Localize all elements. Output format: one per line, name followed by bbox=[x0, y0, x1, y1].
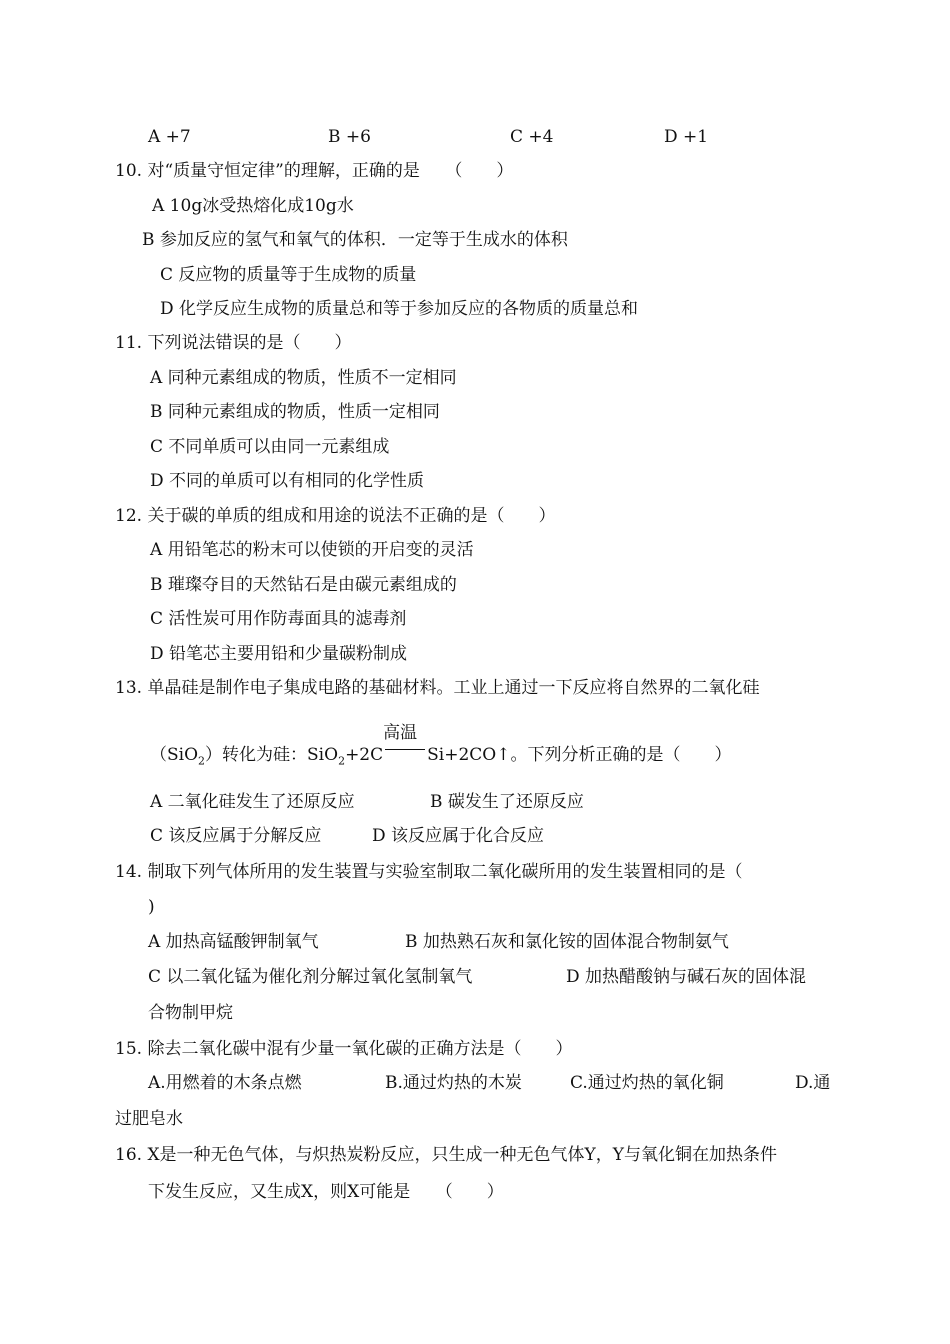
q13-stem2-sub2: 2 bbox=[338, 754, 346, 768]
q15-option-b: B.通过灼热的木炭 bbox=[385, 1073, 522, 1093]
q10-stem: 10. 对“质量守恒定律”的理解，正确的是 （ ） bbox=[115, 161, 514, 181]
q13-stem2-sub: 2 bbox=[198, 754, 206, 768]
q13-stem2-post: Si+2CO↑。下列分析正确的是（ ） bbox=[427, 745, 732, 765]
q13-stem2-mid: ）转化为硅：SiO bbox=[205, 745, 339, 765]
q12-option-b: B 璀璨夺目的天然钻石是由碳元素组成的 bbox=[150, 575, 457, 595]
q10-option-c: C 反应物的质量等于生成物的质量 bbox=[160, 265, 417, 285]
q11-option-d: D 不同的单质可以有相同的化学性质 bbox=[150, 471, 425, 491]
q12-option-d: D 铅笔芯主要用铅和少量碳粉制成 bbox=[150, 644, 408, 664]
q11-stem: 11. 下列说法错误的是（ ） bbox=[115, 333, 352, 353]
reaction-condition-text: 高温 bbox=[383, 723, 418, 743]
q9-option-a: A +7 bbox=[148, 127, 191, 147]
reaction-condition bbox=[383, 723, 427, 766]
q11-option-c: C 不同单质可以由同一元素组成 bbox=[150, 437, 390, 457]
q14-option-b: B 加热熟石灰和氯化铵的固体混合物制氨气 bbox=[405, 932, 729, 952]
q16-stem-line2: 下发生反应，又生成X，则X可能是 （ ） bbox=[148, 1182, 504, 1202]
q15-option-c: C.通过灼热的氧化铜 bbox=[570, 1073, 724, 1093]
q14-option-d: D 加热醋酸钠与碱石灰的固体混 bbox=[566, 967, 807, 987]
q13-stem2-react: +2C bbox=[345, 745, 384, 765]
q15-option-d: D.通 bbox=[795, 1073, 831, 1093]
q14-stem-line1: 14. 制取下列气体所用的发生装置与实验室制取二氧化碳所用的发生装置相同的是（ bbox=[115, 862, 743, 882]
q13-option-c: C 该反应属于分解反应 bbox=[150, 826, 322, 846]
q12-option-c: C 活性炭可用作防毒面具的滤毒剂 bbox=[150, 609, 407, 629]
q16-stem-line1: 16. X是一种无色气体，与炽热炭粉反应，只生成一种无色气体Y，Y与氧化铜在加热条件 bbox=[115, 1145, 777, 1165]
q9-option-c: C +4 bbox=[510, 127, 554, 147]
q9-option-b: B +6 bbox=[328, 127, 371, 147]
q14-option-d-cont: 合物制甲烷 bbox=[148, 1003, 233, 1023]
q11-option-a: A 同种元素组成的物质，性质不一定相同 bbox=[150, 368, 457, 388]
q9-option-d: D +1 bbox=[664, 127, 709, 147]
q14-stem-line2: ) bbox=[148, 897, 155, 917]
q13-stem-line1: 13. 单晶硅是制作电子集成电路的基础材料。工业上通过一下反应将自然界的二氧化硅 bbox=[115, 678, 760, 698]
q14-option-a: A 加热高锰酸钾制氧气 bbox=[148, 932, 319, 952]
q13-option-b: B 碳发生了还原反应 bbox=[430, 792, 584, 812]
q13-option-a: A 二氧化硅发生了还原反应 bbox=[150, 792, 355, 812]
q10-option-a: A 10g冰受热熔化成10g水 bbox=[152, 196, 354, 216]
q12-option-a: A 用铅笔芯的粉末可以使锁的开启变的灵活 bbox=[150, 540, 474, 560]
reaction-arrow-bar bbox=[385, 749, 425, 750]
q10-option-b: B 参加反应的氢气和氧气的体积．一定等于生成水的体积 bbox=[142, 230, 568, 250]
q11-option-b: B 同种元素组成的物质，性质一定相同 bbox=[150, 402, 440, 422]
q15-option-d-cont: 过肥皂水 bbox=[115, 1109, 183, 1129]
q13-stem2-pre: （SiO bbox=[150, 745, 199, 765]
q13-stem-line2 bbox=[150, 723, 732, 772]
q15-stem: 15. 除去二氧化碳中混有少量一氧化碳的正确方法是（ ） bbox=[115, 1039, 573, 1059]
q12-stem: 12. 关于碳的单质的组成和用途的说法不正确的是（ ） bbox=[115, 506, 556, 526]
q15-option-a: A.用燃着的木条点燃 bbox=[148, 1073, 302, 1093]
q10-option-d: D 化学反应生成物的质量总和等于参加反应的各物质的质量总和 bbox=[160, 299, 639, 319]
q13-option-d: D 该反应属于化合反应 bbox=[372, 826, 545, 846]
q14-option-c: C 以二氧化锰为催化剂分解过氧化氢制氧气 bbox=[148, 967, 473, 987]
